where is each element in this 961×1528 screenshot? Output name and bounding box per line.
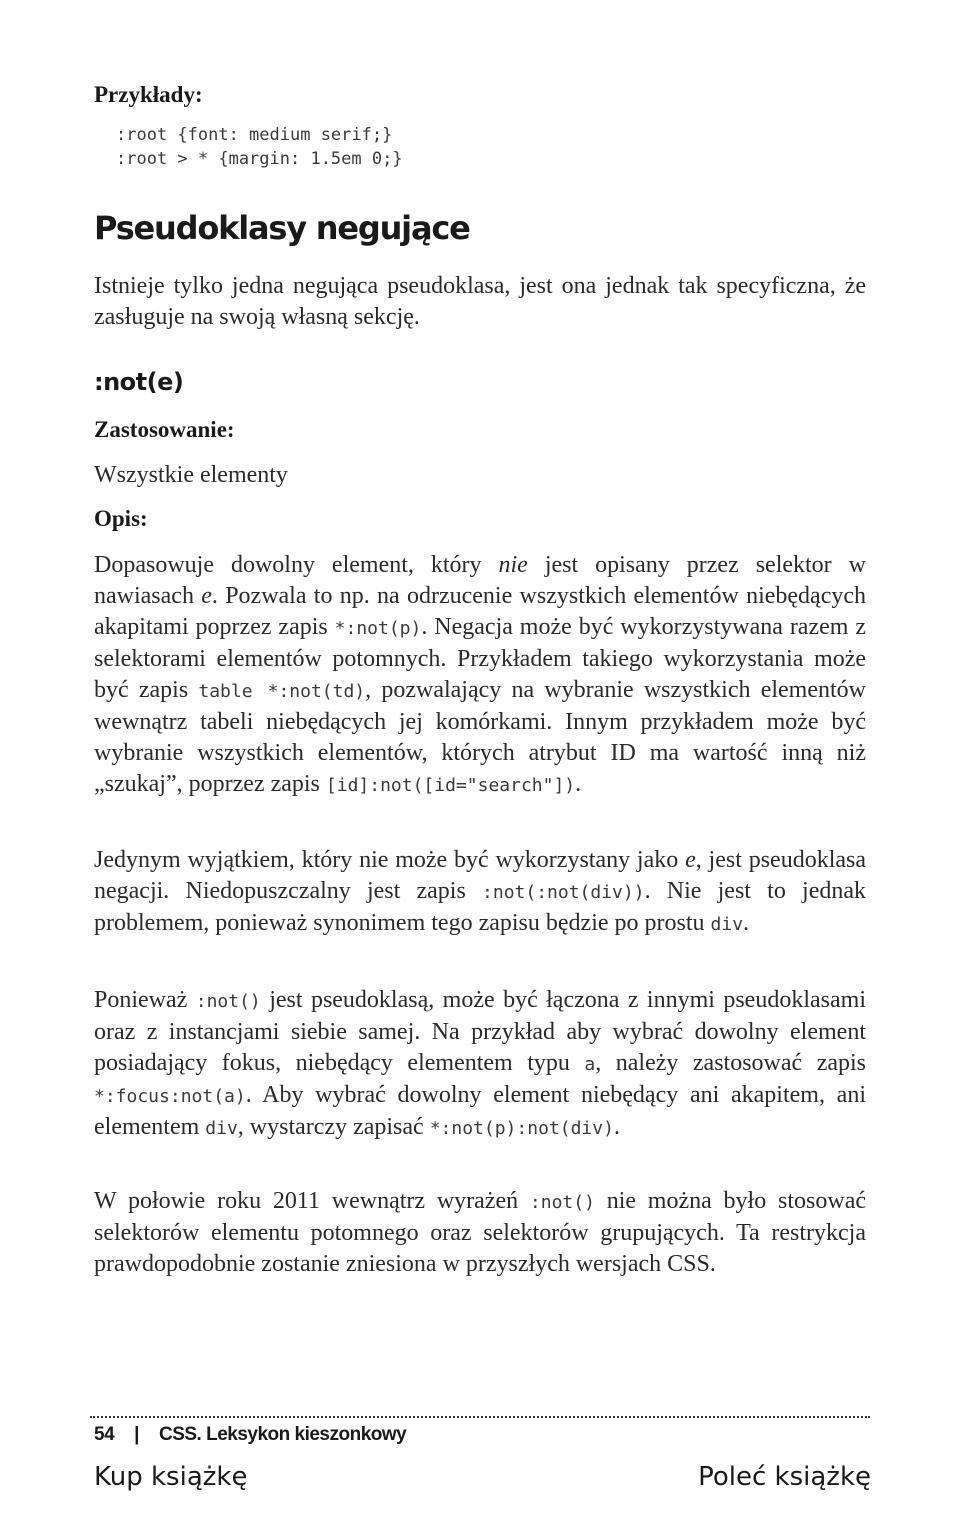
inline-code: [id]:not([id="search"]) xyxy=(325,775,576,796)
page-number: 54 xyxy=(94,1424,115,1445)
description-paragraph-3: Ponieważ :not() jest pseudoklasą, może być łączona z innymi pseudoklasami oraz z instancjami siebie samej. Na przykład aby wybrać dowolny element posiadający fokus, niebędący elementem typu a, należy zastosować zapis *:focus:not(a). Aby wybrać dowolny element niebędący ani akapitem, ani elementem div, wystarczy zapisać *:not(p):not(div). xyxy=(94,987,867,1140)
inline-code: *:not(p):not(div) xyxy=(429,1118,614,1139)
page-footer xyxy=(94,1424,406,1446)
usage-label: Zastosowanie: xyxy=(94,417,235,442)
inline-code: a xyxy=(584,1054,596,1075)
description-paragraph-2: Jedynym wyjątkiem, który nie może być wykorzystany jako e, jest pseudoklasa negacji. Niedopuszczalny jest zapis :not(:not(div)). Nie jest to jednak problemem, ponieważ synonimem tego zapisu będzie po prostu div. xyxy=(94,847,867,936)
code-line-2: :root > * {margin: 1.5em 0;} xyxy=(116,149,403,169)
inline-code: :not(:not(div)) xyxy=(482,882,645,903)
entry-heading: :not(e) xyxy=(94,368,184,396)
footer-separator: | xyxy=(134,1424,139,1445)
emphasis-e: e xyxy=(685,847,696,873)
examples-label: Przykłady: xyxy=(94,82,203,107)
book-title: CSS. Leksykon kieszonkowy xyxy=(158,1424,407,1445)
footer-divider xyxy=(90,1416,870,1418)
usage-value: Wszystkie elementy xyxy=(94,462,288,488)
recommend-book-link[interactable]: Poleć książkę xyxy=(698,1462,871,1492)
buy-book-link[interactable]: Kup książkę xyxy=(94,1462,248,1492)
emphasis-e: e xyxy=(201,583,212,609)
description-paragraph-4: W połowie roku 2011 wewnątrz wyrażeń :not() nie można było stosować selektorów elementu potomnego oraz selektorów grupujących. Ta restrykcja prawdopodobnie zostanie zniesiona w przyszłych wersjach CSS. xyxy=(94,1188,866,1277)
inline-code: *:focus:not(a) xyxy=(94,1086,246,1107)
code-line-1: :root {font: medium serif;} xyxy=(116,125,393,145)
section-intro: Istnieje tylko jedna negująca pseudoklasa, jest ona jednak tak specyficzna, że zasługuje na swoją własną sekcję. xyxy=(94,273,866,330)
inline-code: table *:not(td) xyxy=(198,681,366,702)
description-label: Opis: xyxy=(94,506,148,531)
inline-code: :not() xyxy=(529,1192,595,1213)
section-heading: Pseudoklasy negujące xyxy=(94,209,470,247)
inline-code: div xyxy=(710,914,744,935)
description-paragraph-1: Dopasowuje dowolny element, który nie jest opisany przez selektor w nawiasach e. Pozwala to np. na odrzucenie wszystkich elementów niebędących akapitami poprzez zapis *:not(p). Negacja może być wykorzystywana razem z selektorami elementów potomnych. Przykładem takiego wykorzystania może być zapis table *:not(td), pozwalający na wybranie wszystkich elementów wewnątrz tabeli niebędących jej komórkami. Innym przykładem może być wybranie wszystkich elementów, których atrybut ID ma wartość inną niż „szukaj”, poprzez zapis [id]:not([id="search"]). xyxy=(94,552,867,797)
inline-code: div xyxy=(205,1118,238,1139)
inline-code: *:not(p) xyxy=(334,618,422,639)
inline-code: :not() xyxy=(195,991,261,1012)
emphasis-nie: nie xyxy=(498,552,528,578)
